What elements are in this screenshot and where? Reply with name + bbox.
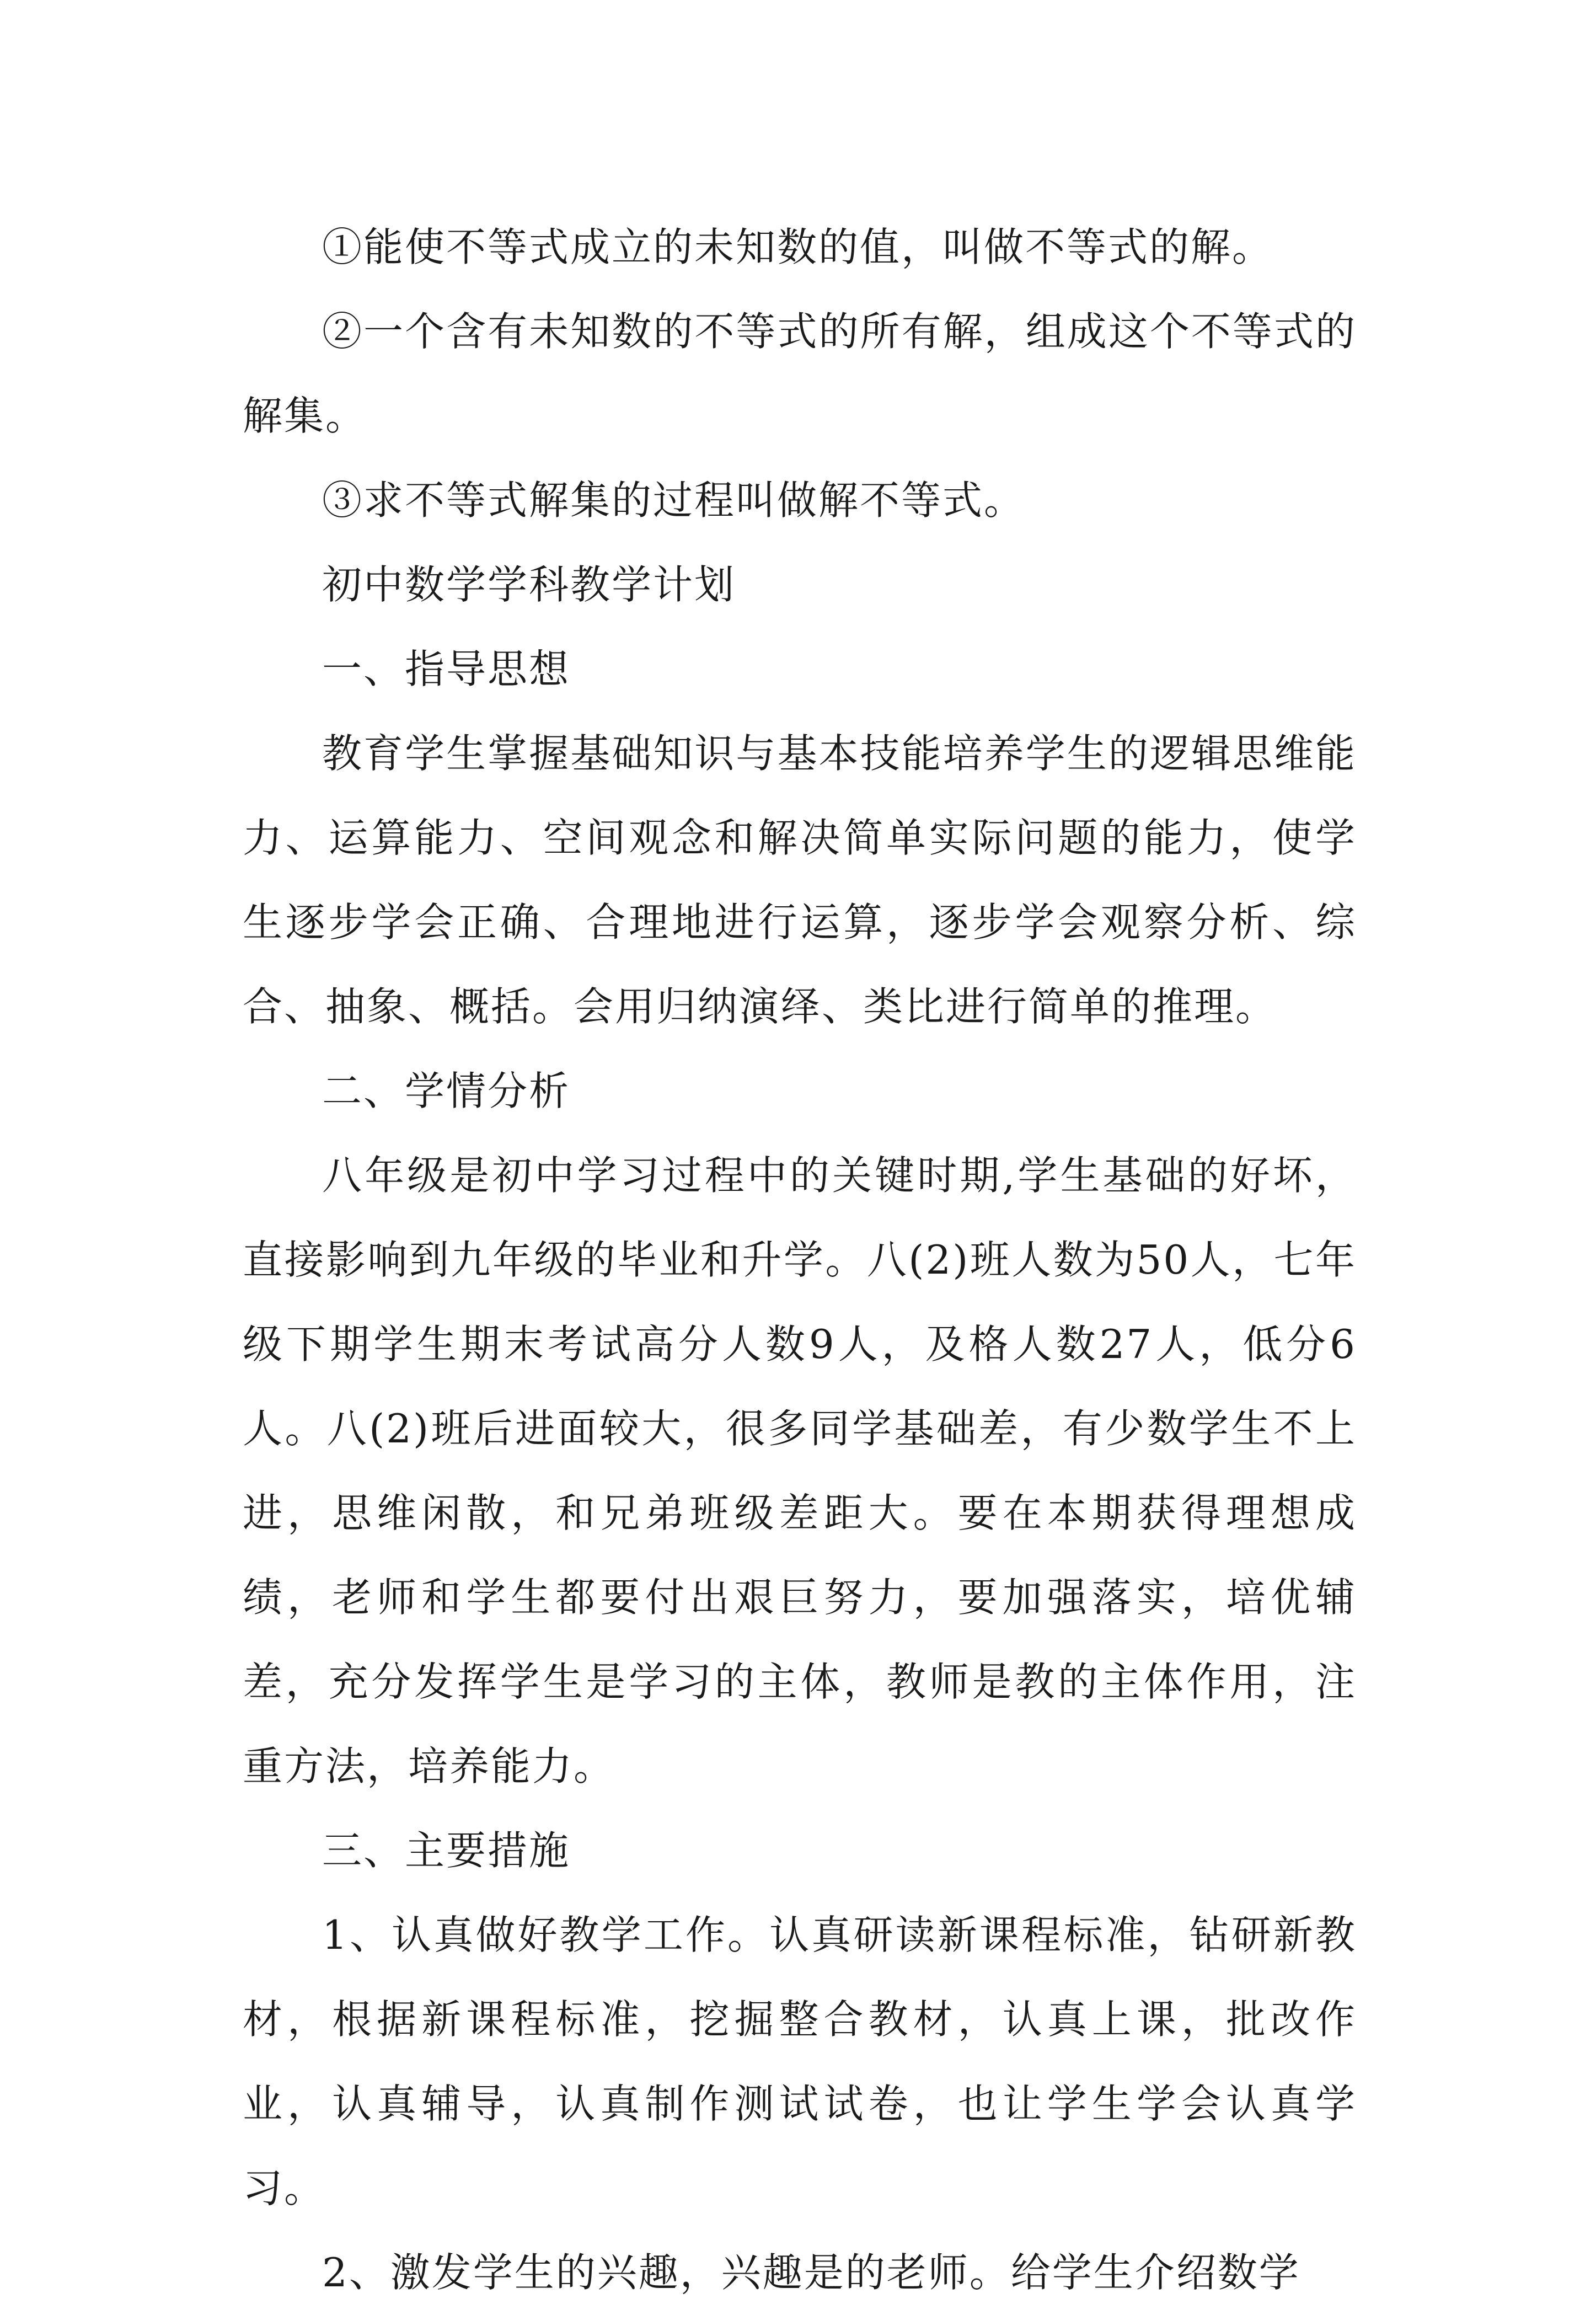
paragraph-inequality-solution: ①能使不等式成立的未知数的值，叫做不等式的解。 xyxy=(322,224,1274,270)
paragraph-solution-set: ②一个含有未知数的不等式的所有解，组成这个不等式的解集。 xyxy=(243,308,1357,439)
paragraph-measure-2: 2、激发学生的兴趣，兴趣是的老师。给学生介绍数学 xyxy=(322,2249,1300,2296)
section-title-teaching-plan: 初中数学学科教学计划 xyxy=(322,562,736,608)
paragraph-guiding-ideology: 教育学生掌握基础知识与基本技能培养学生的逻辑思维能力、运算能力、空间观念和解决简单实际问题的能力，使学生逐步学会正确、合理地进行运算，逐步学会观察分析、综合、抽象、概括。会用归纳演绎、类比进行简单的推理。 xyxy=(243,730,1357,1030)
body-text xyxy=(243,205,1357,2315)
heading-guiding-ideology: 一、指导思想 xyxy=(322,646,571,692)
heading-main-measures: 三、主要措施 xyxy=(322,1827,571,1874)
heading-student-analysis: 二、学情分析 xyxy=(322,1068,571,1114)
paragraph-student-analysis: 八年级是初中学习过程中的关键时期,学生基础的好坏，直接影响到九年级的毕业和升学。八(2)班人数为50人，七年级下期学生期末考试高分人数9人，及格人数27人，低分6人。八(2)班后进面较大，很多同学基础差，有少数学生不上进，思维闲散，和兄弟班级差距大。要在本期获得理想成绩，老师和学生都要付出艰巨努力，要加强落实，培优辅差，充分发挥学生是学习的主体，教师是教的主体作用，注重方法，培养能力。 xyxy=(243,1152,1357,1789)
paragraph-measure-1: 1、认真做好教学工作。认真研读新课程标准，钻研新教材，根据新课程标准，挖掘整合教材，认真上课，批改作业，认真辅导，认真制作测试试卷，也让学生学会认真学习。 xyxy=(243,1912,1357,2211)
paragraph-solving-inequality: ③求不等式解集的过程叫做解不等式。 xyxy=(322,477,1026,523)
